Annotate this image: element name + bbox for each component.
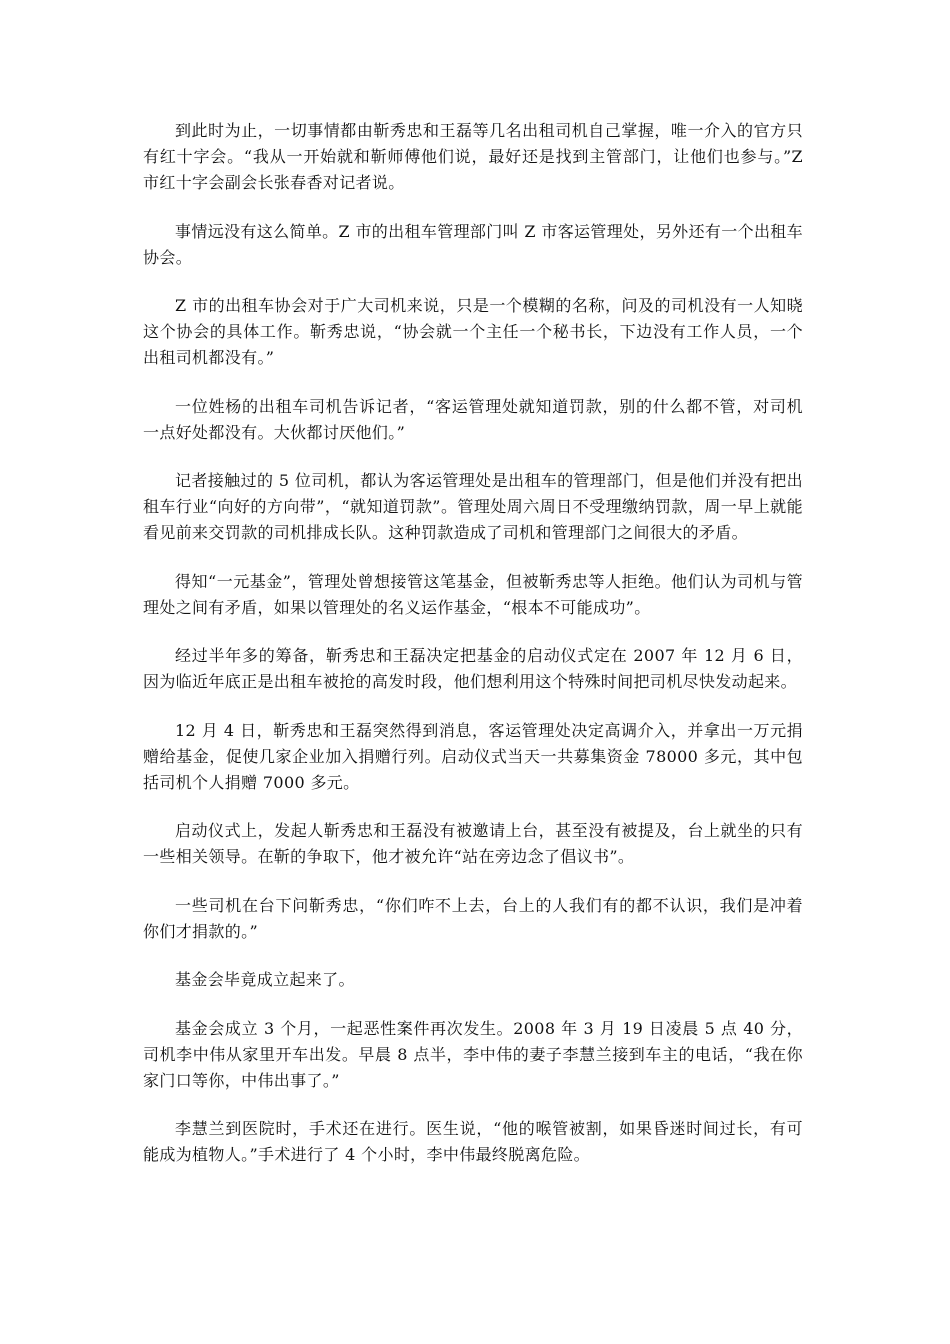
paragraph-13: 李慧兰到医院时，手术还在进行。医生说，“他的喉管被割，如果昏迷时间过长，有可能成为植物人。”手术进行了 4 个小时，李中伟最终脱离危险。 <box>143 1119 803 1164</box>
paragraph-3: Z 市的出租车协会对于广大司机来说，只是一个模糊的名称，问及的司机没有一人知晓这个协会的具体工作。靳秀忠说，“协会就一个主任一个秘书长，下边没有工作人员，一个出租司机都没有。” <box>143 296 803 367</box>
paragraph-6: 得知“一元基金”，管理处曾想接管这笔基金，但被靳秀忠等人拒绝。他们认为司机与管理处之间有矛盾，如果以管理处的名义运作基金，“根本不可能成功”。 <box>143 571 803 617</box>
paragraph-4: 一位姓杨的出租车司机告诉记者，“客运管理处就知道罚款，别的什么都不管，对司机一点好处都没有。大伙都讨厌他们。” <box>143 396 803 442</box>
paragraph-1: 到此时为止，一切事情都由靳秀忠和王磊等几名出租司机自己掌握，唯一介入的官方只有红十字会。“我从一开始就和靳师傅他们说，最好还是找到主管部门，让他们也参与。”Z 市红十字会副会长张春香对记者说。 <box>143 121 803 192</box>
paragraph-2: 事情远没有这么简单。Z 市的出租车管理部门叫 Z 市客运管理处，另外还有一个出租车协会。 <box>143 221 803 267</box>
document-body <box>143 118 803 1191</box>
paragraph-12: 基金会成立 3 个月，一起恶性案件再次发生。2008 年 3 月 19 日凌晨 5 点 40 分，司机李中伟从家里开车出发。早晨 8 点半，李中伟的妻子李慧兰接到车主的电话，“我在你家门口等你，中伟出事了。” <box>143 1018 803 1090</box>
paragraph-11: 基金会毕竟成立起来了。 <box>175 970 355 989</box>
paragraph-5: 记者接触过的 5 位司机，都认为客运管理处是出租车的管理部门，但是他们并没有把出租车行业“向好的方向带”，“就知道罚款”。管理处周六周日不受理缴纳罚款，周一早上就能看见前来交罚款的司机排成长队。这种罚款造成了司机和管理部门之间很大的矛盾。 <box>143 471 803 542</box>
paragraph-7: 经过半年多的筹备，靳秀忠和王磊决定把基金的启动仪式定在 2007 年 12 月 6 日，因为临近年底正是出租车被抢的高发时段，他们想利用这个特殊时间把司机尽快发动起来。 <box>143 646 803 691</box>
paragraph-8: 12 月 4 日，靳秀忠和王磊突然得到消息，客运管理处决定高调介入，并拿出一万元捐赠给基金，促使几家企业加入捐赠行列。启动仪式当天一共募集资金 78000 多元，其中包括司机个人捐赠 7000 多元。 <box>143 720 803 792</box>
paragraph-10: 一些司机在台下问靳秀忠，“你们咋不上去，台上的人我们有的都不认识，我们是冲着你们才捐款的。” <box>143 895 803 941</box>
paragraph-9: 启动仪式上，发起人靳秀忠和王磊没有被邀请上台，甚至没有被提及，台上就坐的只有一些相关领导。在靳的争取下，他才被允许“站在旁边念了倡议书”。 <box>143 821 803 866</box>
